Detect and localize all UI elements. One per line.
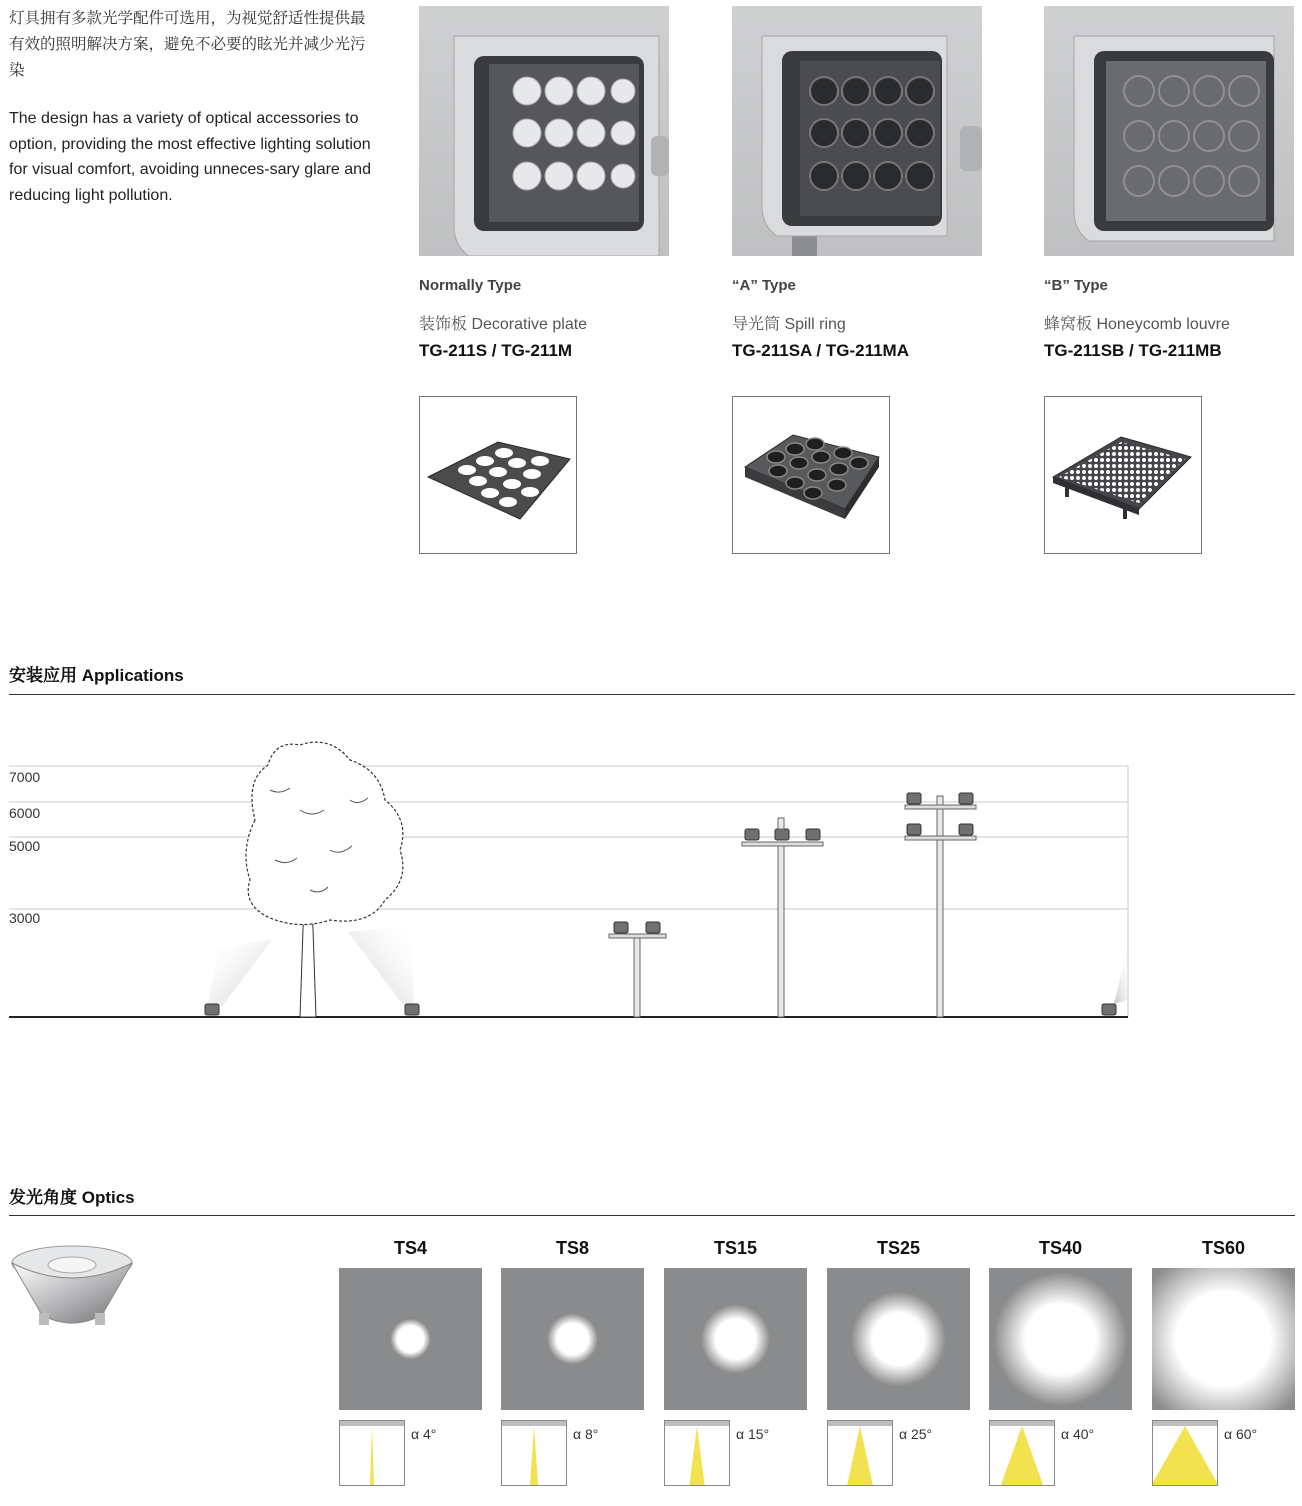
tree-illustration [246, 742, 403, 1017]
product-photo-a-type [732, 6, 982, 256]
accessory-honeycomb-louvre-image [1044, 396, 1202, 554]
beam-name-label: TS60 [1201, 1238, 1246, 1258]
height-label-7000: 7000 [9, 769, 41, 785]
product-name-label: 导光筒 Spill ring [732, 316, 846, 333]
beam-angle-label: α 15° [736, 1426, 770, 1442]
beam-spot-image [339, 1268, 482, 1410]
accessory-spill-ring-image [732, 396, 890, 554]
beam-angle-diagram [339, 1420, 405, 1486]
product-photo-b-type [1044, 6, 1294, 256]
beam-angle-label: α 40° [1061, 1426, 1095, 1442]
lens-image [9, 1243, 135, 1335]
beam-name-label: TS15 [713, 1238, 758, 1258]
beam-spot-image [989, 1268, 1132, 1410]
product-code-label: TG-211S / TG-211M [419, 341, 573, 360]
beam-angle-label: α 8° [573, 1426, 599, 1442]
height-label-3000: 3000 [9, 910, 41, 926]
intro-english-text: The design has a variety of optical accessories to option, providing the most effective lighting solution for visual comfort, avoiding unneces-sary glare and reducing light pollution. [9, 110, 371, 204]
product-photo-normal [419, 6, 669, 256]
product-code-label: TG-211SB / TG-211MB [1044, 341, 1222, 360]
product-code-label: TG-211SA / TG-211MA [732, 341, 909, 360]
height-label-6000: 6000 [9, 805, 41, 821]
beam-spot-image [1152, 1268, 1295, 1410]
beam-name-label: TS25 [876, 1238, 921, 1258]
beam-name-label: TS40 [1038, 1238, 1083, 1258]
beam-angle-diagram [664, 1420, 730, 1486]
optics-section-title: 发光角度 Optics [9, 1188, 135, 1207]
beam-spot-image [501, 1268, 644, 1410]
beam-angle-diagram [501, 1420, 567, 1486]
height-label-5000: 5000 [9, 838, 41, 854]
intro-chinese-text: 灯具拥有多款光学配件可选用，为视觉舒适性提供最有效的照明解决方案，避免不必要的眩光并减少光污染 [9, 10, 366, 79]
product-type-label: “A” Type [732, 277, 796, 294]
beam-spot-image [827, 1268, 970, 1410]
beam-name-label: TS4 [393, 1238, 427, 1258]
section-divider [9, 1215, 1295, 1216]
product-name-label: 蜂窝板 Honeycomb louvre [1044, 316, 1230, 333]
applications-section-title: 安装应用 Applications [9, 666, 184, 685]
beam-spot-image [664, 1268, 807, 1410]
product-name-label: 装饰板 Decorative plate [419, 316, 588, 333]
beam-name-label: TS8 [555, 1238, 589, 1258]
accessory-decorative-plate-image [419, 396, 577, 554]
product-type-label: “B” Type [1044, 277, 1108, 294]
product-type-label: Normally Type [419, 277, 522, 294]
applications-diagram [0, 730, 1140, 1030]
beam-angle-diagram [989, 1420, 1055, 1486]
beam-angle-diagram [1152, 1420, 1218, 1486]
beam-angle-label: α 60° [1224, 1426, 1258, 1442]
beam-angle-label: α 25° [899, 1426, 933, 1442]
section-divider [9, 694, 1295, 695]
beam-angle-label: α 4° [411, 1426, 437, 1442]
beam-angle-diagram [827, 1420, 893, 1486]
